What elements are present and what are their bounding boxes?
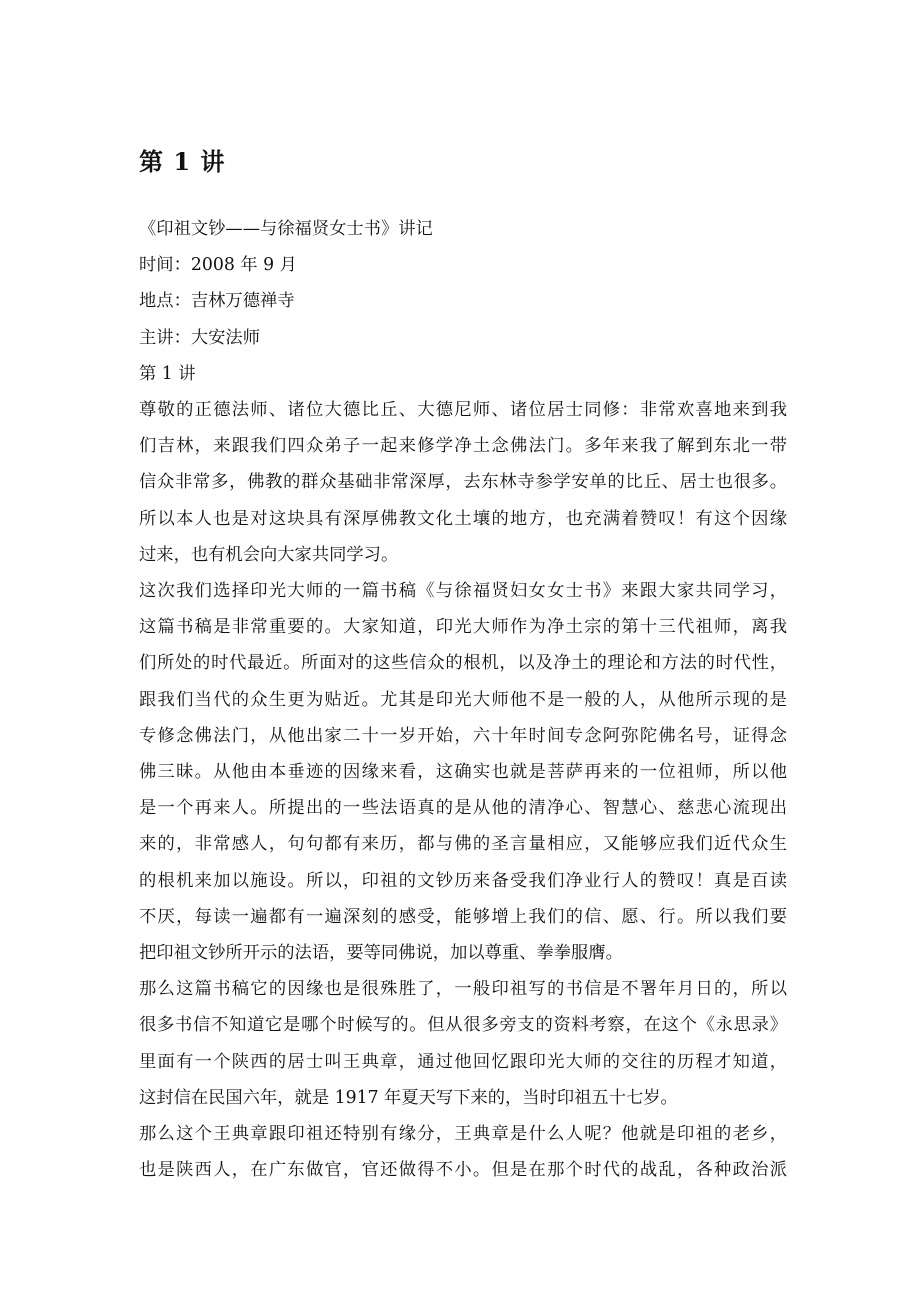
text-line: 尊敬的正德法师、诸位大德比丘、大德尼师、诸位居士同修：非常欢喜地来到我 [139, 400, 787, 421]
section-label: 第 1 讲 [139, 363, 196, 384]
text-line: 也是陕西人，在广东做官，官还做得不小。但是在那个时代的战乱，各种政治派 [139, 1160, 787, 1181]
text-line: 那么这个王典章跟印祖还特别有缘分，王典章是什么人呢？他就是印祖的老乡， [139, 1124, 787, 1145]
text-line: 这篇书稿是非常重要的。大家知道，印光大师作为净土宗的第十三代祖师，离我 [139, 617, 787, 638]
text-line: 是一个再来人。所提出的一些法语真的是从他的清净心、智慧心、慈悲心流现出 [139, 798, 787, 819]
text-line: 过来，也有机会向大家共同学习。 [139, 544, 399, 565]
paragraph [139, 573, 787, 971]
text-line: 这次我们选择印光大师的一篇书稿《与徐福贤妇女女士书》来跟大家共同学习， [139, 581, 787, 602]
text-line: 信众非常多，佛教的群众基础非常深厚，去东林寺参学安单的比丘、居士也很多。 [139, 472, 787, 493]
text-line: 的根机来加以施设。所以，印祖的文钞历来备受我们净业行人的赞叹！真是百读 [139, 870, 787, 891]
text-line: 很多书信不知道它是哪个时候写的。但从很多旁支的资料考察，在这个《永思录》 [139, 1015, 787, 1036]
lecture-time: 时间：2008 年 9 月 [139, 255, 297, 276]
text-line: 来的，非常感人，句句都有来历，都与佛的圣言量相应，又能够应我们近代众生 [139, 834, 787, 855]
text-line: 所以本人也是对这块具有深厚佛教文化土壤的地方，也充满着赞叹！有这个因缘 [139, 508, 787, 529]
text-line: 这封信在民国六年，就是 1917 年夏天写下来的，当时印祖五十七岁。 [139, 1087, 678, 1108]
text-line: 里面有一个陕西的居士叫王典章，通过他回忆跟印光大师的交往的历程才知道， [139, 1051, 787, 1072]
lecture-place: 地点：吉林万德禅寺 [139, 291, 295, 312]
text-line: 们所处的时代最近。所面对的这些信众的根机，以及净土的理论和方法的时代性， [139, 653, 787, 674]
paragraph [139, 971, 787, 1116]
text-line: 专修念佛法门，从他出家二十一岁开始，六十年时间专念阿弥陀佛名号，证得念 [139, 725, 787, 746]
text-line: 佛三昧。从他由本垂迹的因缘来看，这确实也就是菩萨再来的一位祖师，所以他 [139, 762, 787, 783]
text-line: 把印祖文钞所开示的法语，要等同佛说，加以尊重、拳拳服膺。 [139, 943, 623, 964]
paragraph [139, 1116, 787, 1188]
paragraph [139, 392, 787, 573]
text-line: 们吉林，来跟我们四众弟子一起来修学净土念佛法门。多年来我了解到东北一带 [139, 436, 787, 457]
lecture-title: 《印祖文钞——与徐福贤女士书》讲记 [139, 219, 433, 239]
document-body [139, 211, 787, 1188]
text-line: 不厌，每读一遍都有一遍深刻的感受，能够增上我们的信、愿、行。所以我们要 [139, 906, 787, 927]
chapter-heading: 第 1 讲 [139, 147, 226, 176]
text-line: 跟我们当代的众生更为贴近。尤其是印光大师他不是一般的人，从他所示现的是 [139, 689, 787, 710]
lecture-speaker: 主讲：大安法师 [139, 327, 260, 348]
text-line: 那么这篇书稿它的因缘也是很殊胜了，一般印祖写的书信是不署年月日的，所以 [139, 979, 787, 1000]
